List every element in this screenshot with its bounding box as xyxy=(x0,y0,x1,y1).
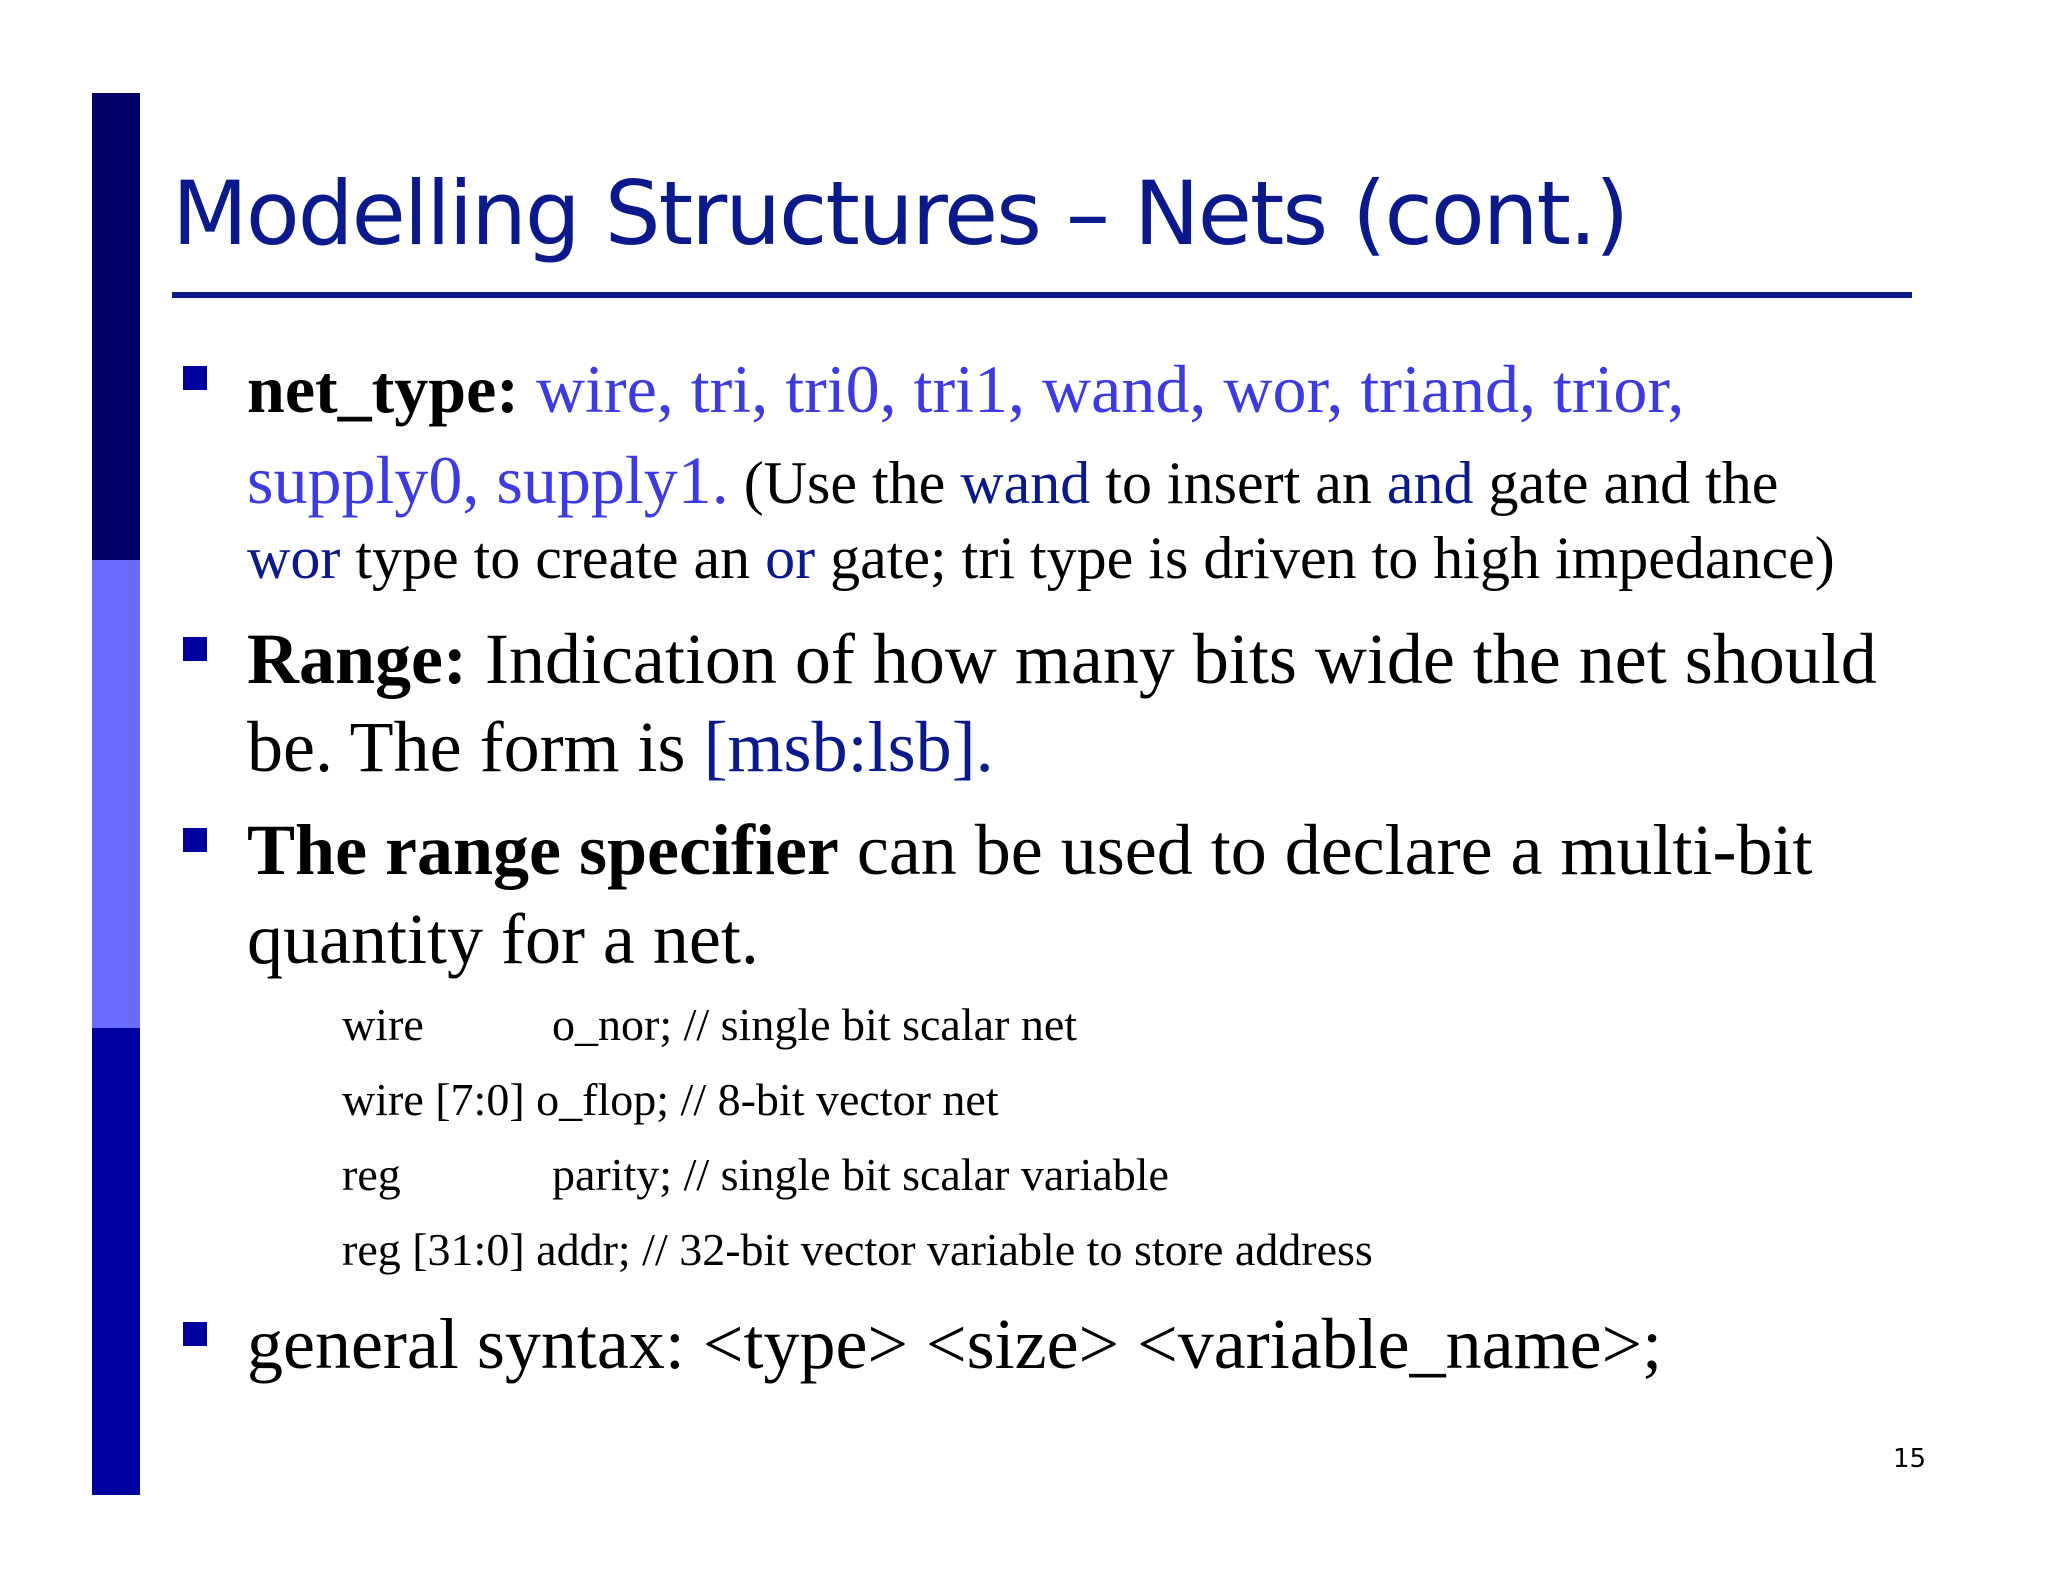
bullet-square-icon xyxy=(183,366,207,390)
net-type-line-1 xyxy=(247,351,1685,427)
code-line xyxy=(342,1074,999,1125)
note-and: and xyxy=(1386,450,1474,516)
sidebar-segment-bottom xyxy=(92,1028,140,1495)
range-text: be. The form is xyxy=(247,707,704,787)
net-type-list-1: wire, tri, tri0, tri1, wand, wor, triand, trior, xyxy=(535,351,1685,427)
bullet-square-icon xyxy=(183,637,207,661)
sidebar-accent-bar xyxy=(92,93,140,1495)
code-text: addr; // 32-bit vector variable to store address xyxy=(536,1224,1373,1275)
range-label: Range: xyxy=(247,619,467,699)
bullet-square-icon xyxy=(183,828,207,852)
code-line xyxy=(342,1224,1373,1275)
title-underline xyxy=(172,292,1912,298)
code-keyword: reg [31:0] xyxy=(342,1224,525,1275)
range-specifier-line-1 xyxy=(247,810,1813,890)
range-specifier-text: can be used to declare a multi-bit xyxy=(838,810,1813,890)
net-type-label: net_type: xyxy=(247,351,519,427)
range-line-2 xyxy=(247,707,994,787)
note-text: gate and the xyxy=(1473,450,1779,516)
note-text: to insert an xyxy=(1090,450,1387,516)
code-keyword: wire xyxy=(342,999,424,1050)
net-type-line-3 xyxy=(247,525,1835,591)
code-keyword: wire [7:0] xyxy=(342,1074,525,1125)
note-wand: wand xyxy=(960,450,1091,516)
code-text: parity; // single bit scalar variable xyxy=(552,1149,1169,1200)
code-keyword: reg xyxy=(342,1149,401,1200)
note-text: type to create an xyxy=(340,525,766,591)
code-text: o_flop; // 8-bit vector net xyxy=(536,1074,999,1125)
note-wor: wor xyxy=(247,525,341,591)
range-text: Indication of how many bits wide the net should xyxy=(466,619,1877,699)
range-specifier-line-2 xyxy=(247,899,759,979)
range-form: [msb:lsb]. xyxy=(703,707,994,787)
sidebar-segment-top xyxy=(92,93,140,560)
bullet-square-icon xyxy=(183,1322,207,1346)
range-specifier-label: The range specifier xyxy=(247,810,839,890)
range-specifier-text: quantity for a net. xyxy=(247,899,759,979)
sidebar-segment-middle xyxy=(92,560,140,1028)
range-line-1 xyxy=(247,619,1877,699)
note-text: (Use the xyxy=(743,450,961,516)
page-number: 15 xyxy=(1893,1444,1927,1474)
general-syntax: general syntax: <type> <size> <variable_name>; xyxy=(247,1304,1663,1384)
slide-title: Modelling Structures – Nets (cont.) xyxy=(172,162,1628,265)
code-text: o_nor; // single bit scalar net xyxy=(552,999,1078,1050)
note-text: gate; tri type is driven to high impedance) xyxy=(815,525,1835,591)
note-or: or xyxy=(765,525,816,591)
net-type-list-2: supply0, supply1. xyxy=(247,442,729,518)
net-type-line-2 xyxy=(247,442,1779,518)
